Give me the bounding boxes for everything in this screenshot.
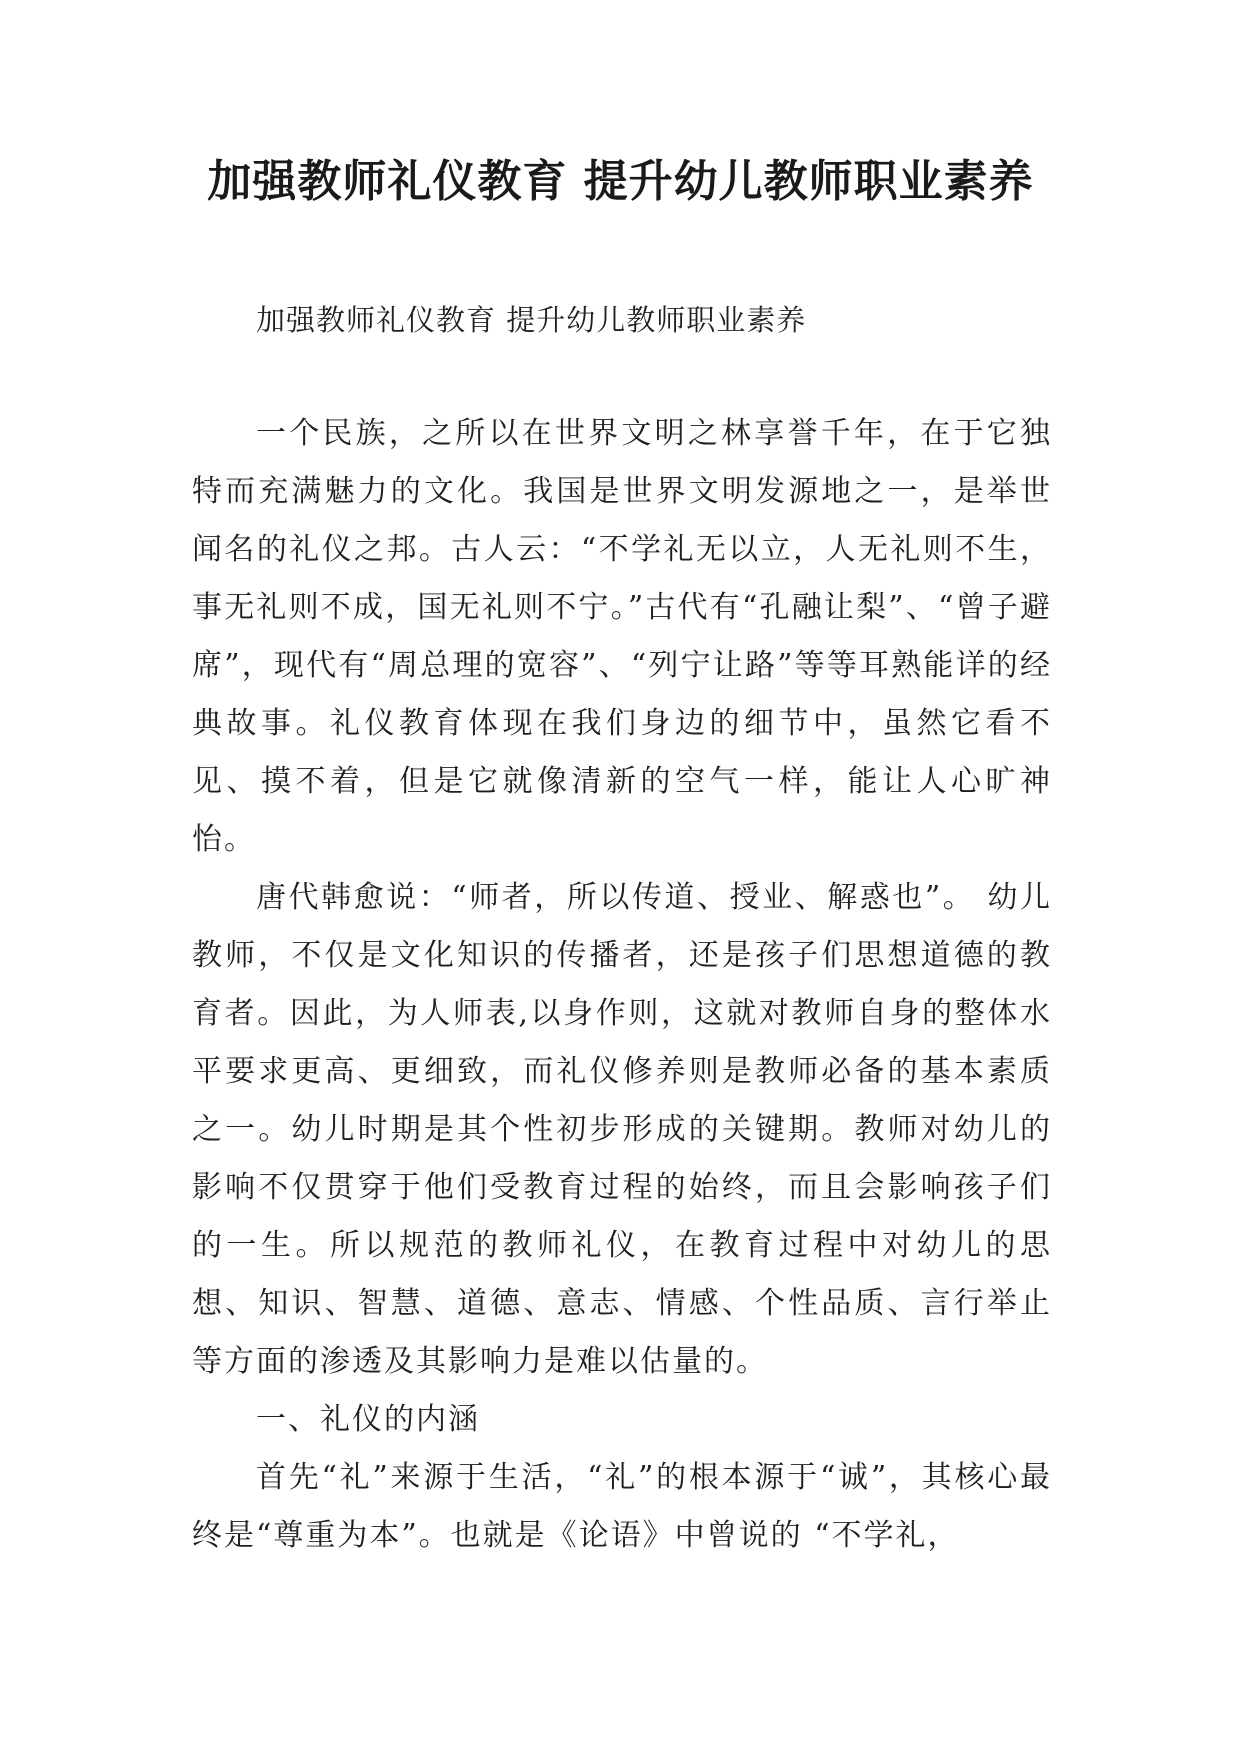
document-title: 加强教师礼仪教育 提升幼儿教师职业素养 — [207, 156, 1034, 207]
body-paragraph-2: 唐代韩愈说：“师者，所以传道、授业、解惑也”。 幼儿教师，不仅是文化知识的传播者，还是孩子们思想道德的教育者。因此，为人师表,以身作则，这就对教师自身的整体水平要求更高、更细致，而礼仪修养则是教师必备的基本素质之一。幼儿时期是其个性初步形成的关键期。教师对幼儿的影响不仅贯穿于他们受教育过程的始终，而且会影响孩子们的一生。所以规范的教师礼仪，在教育过程中对幼儿的思想、知识、智慧、道德、意志、情感、个性品质、言行举止等方面的渗透及其影响力是难以估量的。 — [192, 880, 1052, 1379]
section-heading: 一、礼仪的内涵 — [256, 1402, 480, 1437]
body-paragraph-1: 一个民族，之所以在世界文明之林享誉千年，在于它独特而充满魅力的文化。我国是世界文明发源地之一，是举世闻名的礼仪之邦。古人云：“不学礼无以立，人无礼则不生，事无礼则不成，国无礼则不宁。”古代有“孔融让梨”、“曾子避席”，现代有“周总理的宽容”、“列宁让路”等等耳熟能详的经典故事。礼仪教育体现在我们身边的细节中，虽然它看不见、摸不着，但是它就像清新的空气一样，能让人心旷神怡。 — [192, 416, 1052, 857]
section-paragraph: 首先“礼”来源于生活，“礼”的根本源于“诚”，其核心最终是“尊重为本”。也就是《论语》中曾说的 “不学礼， — [192, 1460, 1052, 1553]
document-subtitle: 加强教师礼仪教育 提升幼儿教师职业素养 — [256, 303, 807, 337]
document-body — [192, 291, 1052, 1565]
